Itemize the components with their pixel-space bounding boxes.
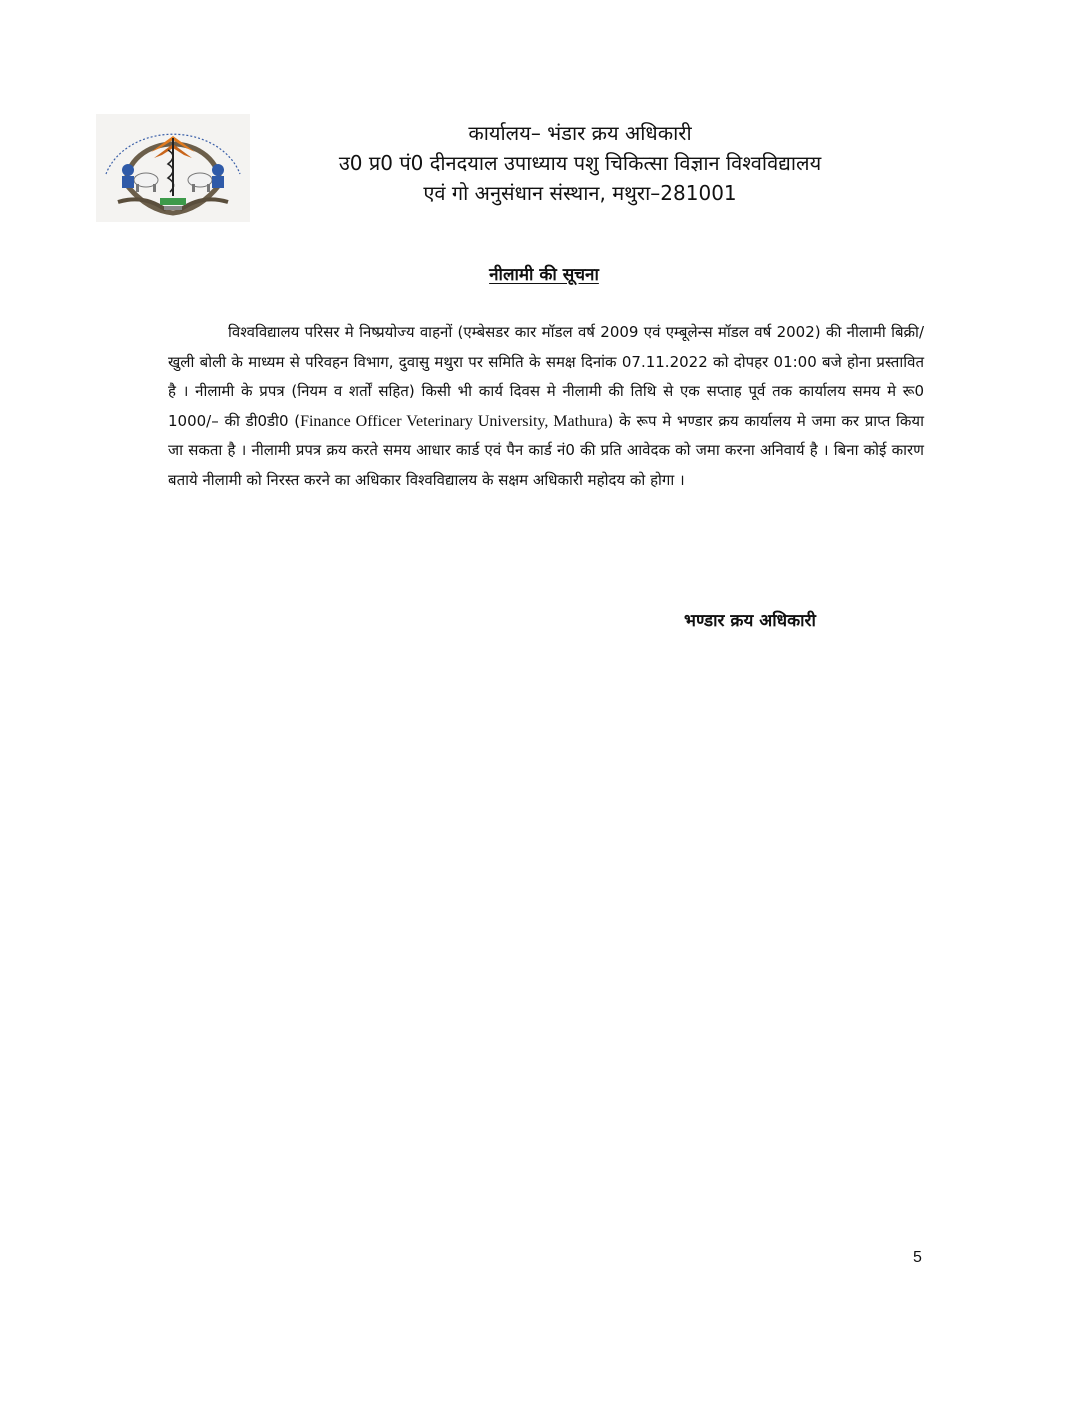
office-header <box>270 118 890 208</box>
university-seal-icon <box>96 114 250 222</box>
header-university-line: उ0 प्र0 पं0 दीनदयाल उपाध्याय पशु चिकित्सा विज्ञान विश्वविद्यालय <box>338 151 822 175</box>
signature-designation: भण्डार क्रय अधिकारी <box>684 611 816 631</box>
notice-text-part-1: विश्वविद्यालय परिसर मे निष्प्रयोज्य वाहनों (एम्बेसडर कार मॉडल वर्ष 2009 एवं एम्बूलेन्स मॉडल वर्ष 2002) की नीलामी बिक्री/खुली बोली के माध्यम से परिवहन विभाग, दुवासु मथुरा पर समिति के समक्ष दिनांक 07.11.2022 को दोपहर 01:00 बजे होना प्रस्तावित है । नीलामी के प्रपत्र (नियम व शर्तों सहित) किसी भी कार्य दिवस मे नीलामी की तिथि से एक सप्ताह पूर्व तक कार्यालय समय मे रू0 1000/– की डी0डी0 ( <box>168 323 924 430</box>
notice-title <box>0 262 1088 285</box>
header-address-line: एवं गो अनुसंधान संस्थान, मथुरा–281001 <box>423 181 737 205</box>
page-number: 5 <box>913 1249 922 1266</box>
header-office-line: कार्यालय– भंडार क्रय अधिकारी <box>468 121 692 145</box>
notice-title-text: नीलामी की सूचना <box>489 265 599 285</box>
notice-text-english: Finance Officer Veterinary University, Mathura <box>300 412 608 430</box>
notice-body <box>168 318 924 495</box>
notice-text-part-2: ) के रूप मे भण्डार क्रय कार्यालय मे जमा कर प्राप्त किया जा सकता है । नीलामी प्रपत्र क्रय करते समय आधार कार्ड एवं पैन कार्ड नं0 की प्रति आवेदक को जमा करना अनिवार्य है । बिना कोई कारण बताये नीलामी को निरस्त करने का अधिकार विश्वविद्यालय के सक्षम अधिकारी महोदय को होगा । <box>168 411 925 489</box>
